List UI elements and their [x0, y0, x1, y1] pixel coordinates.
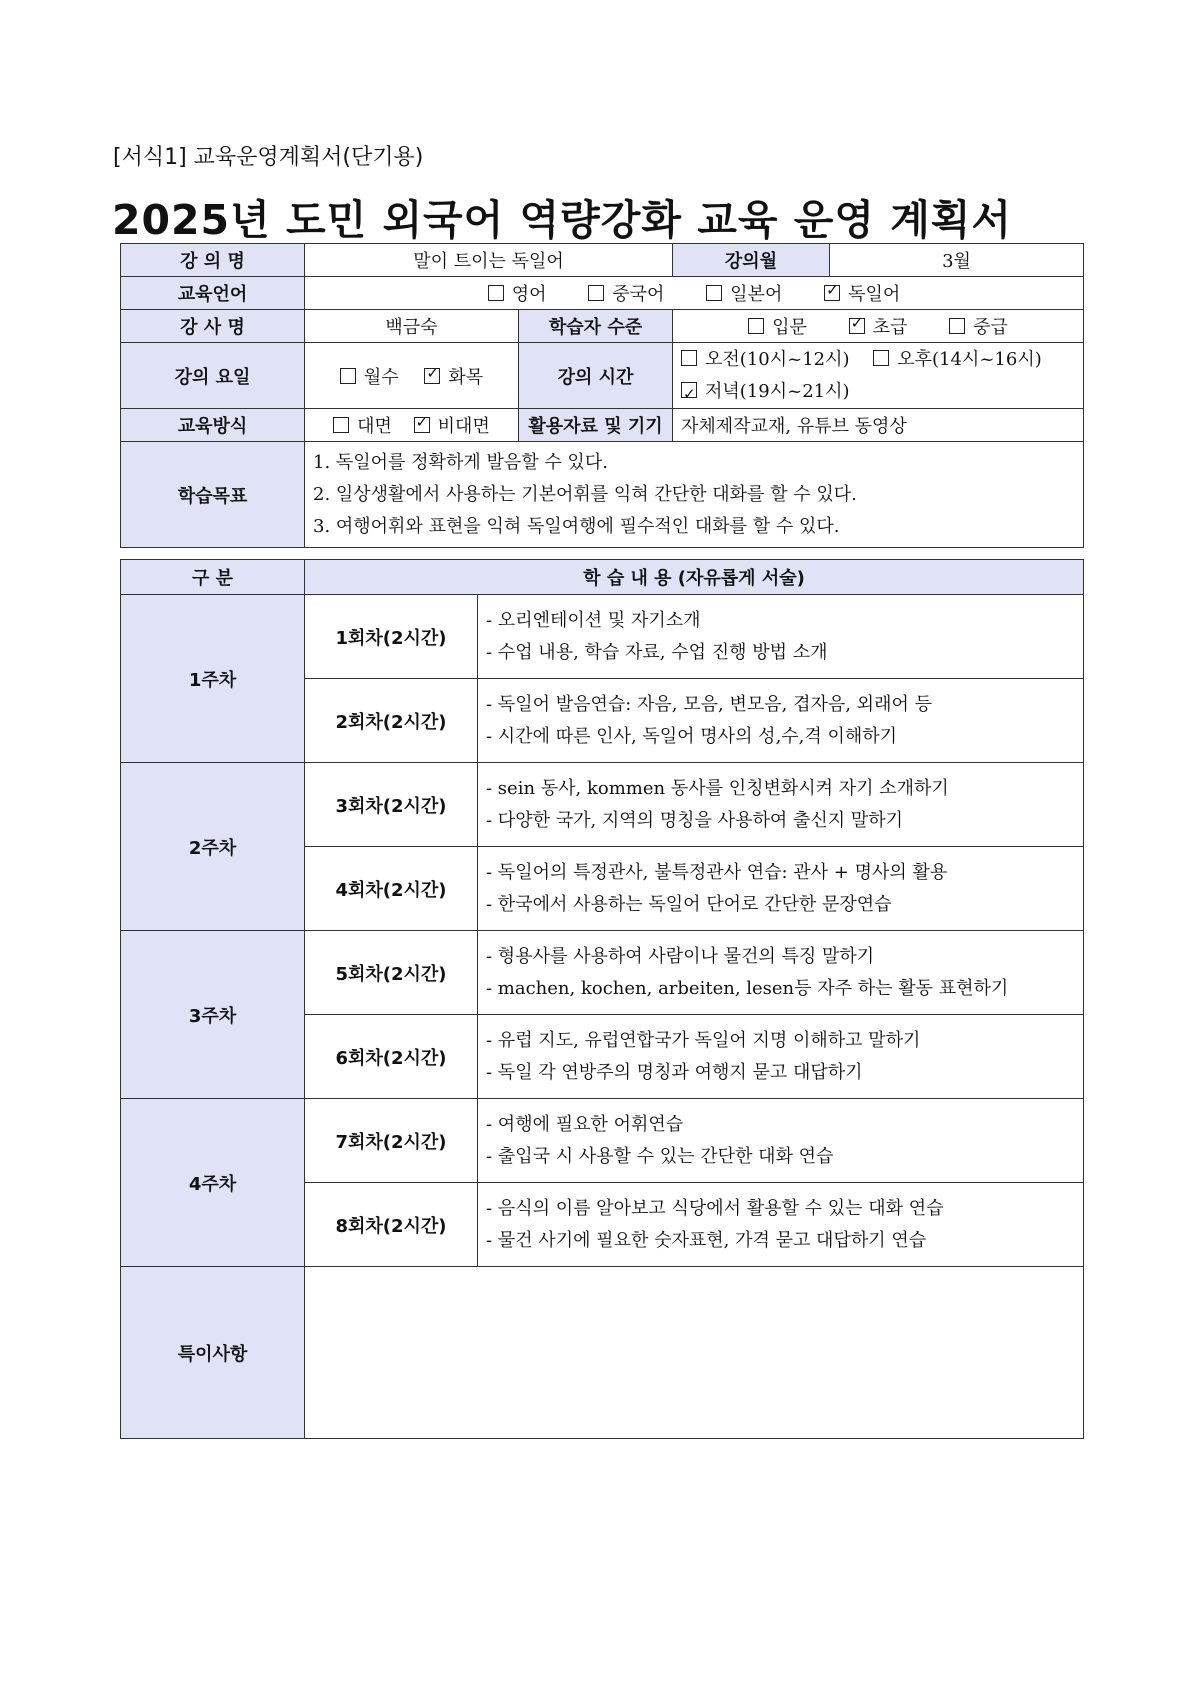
info-table [120, 243, 1084, 548]
checkbox-icon[interactable] [333, 417, 349, 433]
day-option[interactable]: ✓ 화목 [424, 363, 483, 389]
session-label: 1회차(2시간) [305, 595, 478, 679]
session-label: 6회차(2시간) [305, 1015, 478, 1099]
session-label: 2회차(2시간) [305, 679, 478, 763]
goals-list [305, 442, 1084, 548]
days-label: 강의 요일 [121, 343, 305, 409]
checkbox-icon[interactable] [681, 350, 697, 366]
form-label: [서식1] 교육운영계획서(단기용) [113, 145, 424, 170]
course-name-value: 말이 트이는 독일어 [305, 244, 673, 277]
session-content: - 독일어 발음연습: 자음, 모음, 변모음, 겹자음, 외래어 등 - 시간에 따른 인사, 독일어 명사의 성,수,격 이해하기 [478, 679, 1084, 763]
division-header: 구 분 [121, 560, 305, 595]
session-label: 4회차(2시간) [305, 847, 478, 931]
checkbox-checked-icon[interactable] [824, 285, 840, 301]
instructor-value: 백금숙 [305, 310, 519, 343]
level-label: 학습자 수준 [519, 310, 673, 343]
session-label: 3회차(2시간) [305, 763, 478, 847]
week-label: 2주차 [121, 763, 305, 931]
materials-label: 활용자료 및 기기 [519, 409, 673, 442]
method-options [305, 409, 519, 442]
notes-label: 특이사항 [121, 1267, 305, 1439]
session-content: - 유럽 지도, 유럽연합국가 독일어 지명 이해하고 말하기 - 독일 각 연방주의 명칭과 여행지 묻고 대답하기 [478, 1015, 1084, 1099]
session-label: 7회차(2시간) [305, 1099, 478, 1183]
checkbox-icon[interactable] [949, 318, 965, 334]
day-option[interactable]: 월수 [340, 363, 399, 389]
method-option[interactable]: ✓ 비대면 [414, 412, 490, 438]
time-option[interactable]: ✓저녁(19시~21시) [681, 381, 850, 402]
instructor-label: 강 사 명 [121, 310, 305, 343]
goal-item: 3. 여행어휘와 표현을 익혀 독일여행에 필수적인 대화를 할 수 있다. [313, 515, 840, 537]
session-label: 5회차(2시간) [305, 931, 478, 1015]
month-label: 강의월 [673, 244, 830, 277]
language-options [305, 277, 1084, 310]
method-label: 교육방식 [121, 409, 305, 442]
week-label: 3주차 [121, 931, 305, 1099]
week-label: 4주차 [121, 1099, 305, 1267]
level-option[interactable]: 중급 [949, 313, 1008, 339]
month-value: 3월 [830, 244, 1084, 277]
days-options [305, 343, 519, 409]
goals-label: 학습목표 [121, 442, 305, 548]
language-option[interactable]: 일본어 [706, 280, 782, 306]
level-options [673, 310, 1084, 343]
session-content: - 음식의 이름 알아보고 식당에서 활용할 수 있는 대화 연습 - 물건 사기에 필요한 숫자표현, 가격 묻고 대답하기 연습 [478, 1183, 1084, 1267]
course-name-label: 강 의 명 [121, 244, 305, 277]
session-content: - 여행에 필요한 어휘연습 - 출입국 시 사용할 수 있는 간단한 대화 연습 [478, 1099, 1084, 1183]
session-label: 8회차(2시간) [305, 1183, 478, 1267]
session-content: - 독일어의 특정관사, 불특정관사 연습: 관사 + 명사의 활용 - 한국에서 사용하는 독일어 단어로 간단한 문장연습 [478, 847, 1084, 931]
schedule-table [120, 559, 1084, 1439]
method-option[interactable]: 대면 [333, 412, 392, 438]
materials-value: 자체제작교재, 유튜브 동영상 [673, 409, 1084, 442]
time-label: 강의 시간 [519, 343, 673, 409]
checkbox-icon[interactable] [340, 368, 356, 384]
time-option[interactable]: 오후(14시~16시) [873, 349, 1042, 370]
time-option[interactable]: 오전(10시~12시) [681, 349, 850, 370]
notes-field[interactable] [305, 1267, 1084, 1439]
session-content: - 오리엔테이션 및 자기소개 - 수업 내용, 학습 자료, 수업 진행 방법 소개 [478, 595, 1084, 679]
checkbox-checked-icon[interactable] [424, 368, 440, 384]
checkbox-checked-icon[interactable] [414, 417, 430, 433]
checkbox-icon[interactable] [588, 285, 604, 301]
session-content: - sein 동사, kommen 동사를 인칭변화시켜 자기 소개하기 - 다양한 국가, 지역의 명칭을 사용하여 출신지 말하기 [478, 763, 1084, 847]
checkbox-checked-icon[interactable] [681, 382, 697, 398]
level-option[interactable]: 입문 [748, 313, 807, 339]
week-label: 1주차 [121, 595, 305, 763]
time-options [673, 343, 1084, 409]
session-content: - 형용사를 사용하여 사람이나 물건의 특징 말하기 - machen, kochen, arbeiten, lesen등 자주 하는 활동 표현하기 [478, 931, 1084, 1015]
checkbox-icon[interactable] [706, 285, 722, 301]
checkbox-icon[interactable] [748, 318, 764, 334]
checkbox-icon[interactable] [488, 285, 504, 301]
content-header: 학 습 내 용 (자유롭게 서술) [305, 560, 1084, 595]
language-label: 교육언어 [121, 277, 305, 310]
document-title: 2025년 도민 외국어 역량강화 교육 운영 계획서 [111, 196, 1013, 244]
checkbox-checked-icon[interactable] [849, 318, 865, 334]
language-option[interactable]: 영어 [488, 280, 547, 306]
goal-item: 2. 일상생활에서 사용하는 기본어휘를 익혀 간단한 대화를 할 수 있다. [313, 483, 857, 505]
level-option[interactable]: ✓ 초급 [849, 313, 908, 339]
checkbox-icon[interactable] [873, 350, 889, 366]
language-option[interactable]: 중국어 [588, 280, 664, 306]
language-option[interactable]: ✓ 독일어 [824, 280, 900, 306]
goal-item: 1. 독일어를 정확하게 발음할 수 있다. [313, 451, 608, 473]
